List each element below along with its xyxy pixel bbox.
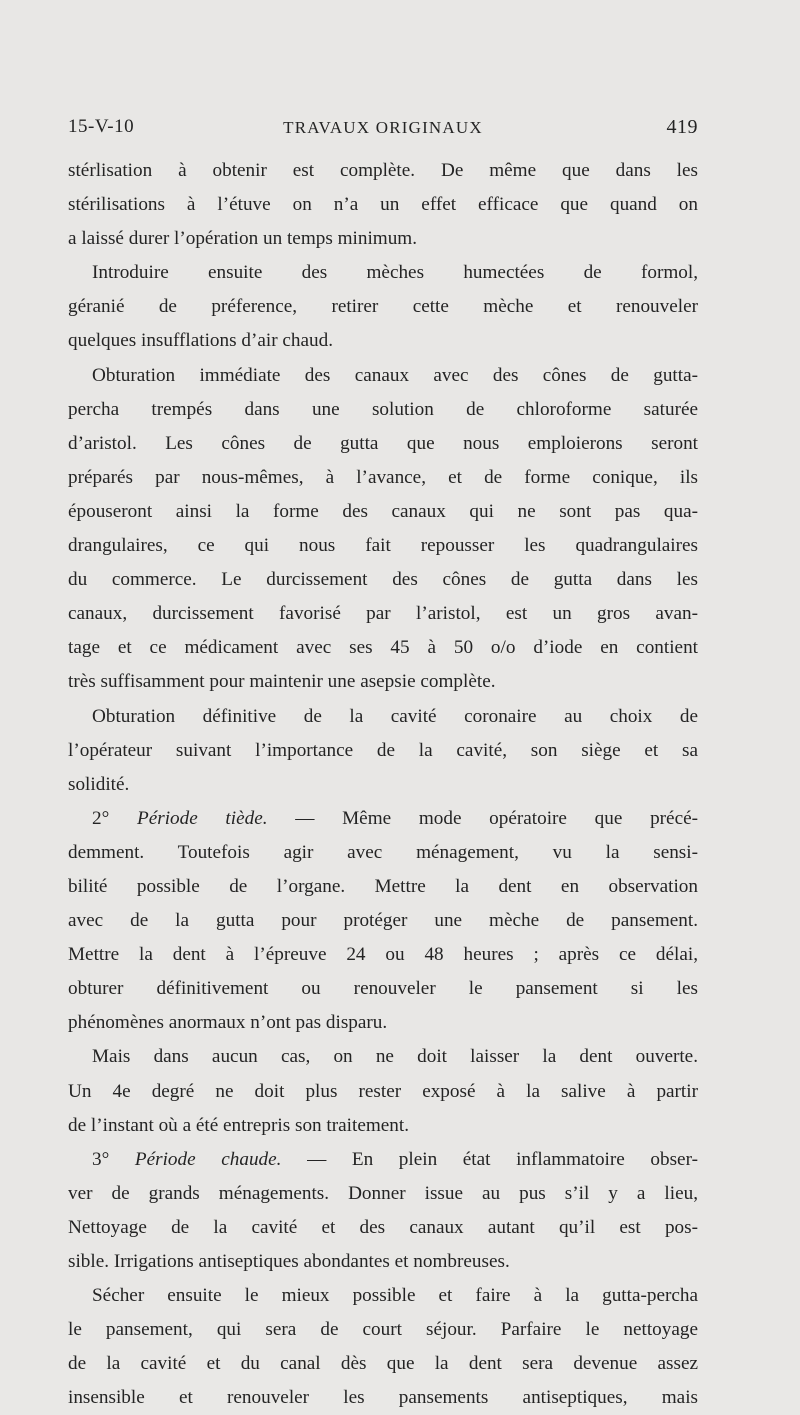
text-line: [68, 1177, 698, 1211]
text-line: [68, 427, 698, 461]
line-text: phénomènes anormaux n’ont pas disparu.: [68, 1012, 388, 1034]
line-text: sible. Irrigations antiseptiques abondantes et nombreuses.: [68, 1251, 510, 1272]
text-line: [68, 768, 698, 802]
text-line: [68, 222, 698, 256]
text-line: [68, 1347, 698, 1381]
text-line: [68, 256, 698, 290]
line-text: préparés par nous-mêmes, à l’avance, et de forme conique, ils: [68, 466, 698, 488]
line-text: Obturation immédiate des canaux avec des cônes de gutta-: [92, 364, 698, 386]
line-text: bilité possible de l’organe. Mettre la dent en observation: [68, 875, 698, 897]
text-line: [68, 665, 698, 699]
text-line: [68, 1006, 698, 1040]
running-title: TRAVAUX ORIGINAUX: [283, 118, 483, 137]
line-text: du commerce. Le durcissement des cônes de gutta dans les: [68, 569, 698, 591]
section-number: 3°: [92, 1148, 135, 1170]
text-line: [68, 529, 698, 563]
line-text: Obturation définitive de la cavité coronaire au choix de: [92, 705, 698, 727]
text-line: [68, 1279, 698, 1313]
text-line: [68, 870, 698, 904]
line-text: épouseront ainsi la forme des canaux qui ne sont pas qua-: [68, 500, 698, 522]
line-text: ver de grands ménagements. Donner issue au pus s’il y a lieu,: [68, 1182, 698, 1204]
line-text: — Même mode opératoire que précé-: [267, 807, 698, 829]
line-text: l’opérateur suivant l’importance de la cavité, son siège et sa: [68, 739, 698, 761]
section-number: 2°: [92, 807, 137, 829]
line-text: Sécher ensuite le mieux possible et faire à la gutta-percha: [92, 1285, 698, 1307]
line-text: Nettoyage de la cavité et des canaux autant qu’il est pos-: [68, 1216, 698, 1238]
text-line: [68, 461, 698, 495]
line-text: drangulaires, ce qui nous fait repousser les quadrangulaires: [68, 535, 698, 557]
text-line: [68, 1040, 698, 1074]
line-text: très suffisamment pour maintenir une asepsie complète.: [68, 671, 496, 693]
page-number: 419: [666, 116, 698, 138]
section-heading: Période tiède.: [136, 807, 268, 829]
text-line: [68, 324, 698, 358]
body-text: [68, 154, 698, 1415]
text-line: [68, 904, 698, 938]
text-line: [68, 597, 698, 631]
section-heading: Période chaude.: [134, 1148, 282, 1170]
line-text: insensible et renouveler les pansements antiseptiques, mais: [68, 1387, 698, 1409]
line-text: géranié de préference, retirer cette mèche et renouveler: [68, 296, 698, 318]
line-text: stérlisation à obtenir est complète. De même que dans les: [68, 160, 698, 181]
line-text: Introduire ensuite des mèches humectées de formol,: [92, 262, 698, 284]
line-text: le pansement, qui sera de court séjour. Parfaire le nettoyage: [68, 1319, 698, 1341]
text-line: [68, 938, 698, 972]
line-text: solidité.: [68, 773, 130, 795]
text-line: [68, 631, 698, 665]
line-text: stérilisations à l’étuve on n’a un effet efficace que quand on: [68, 194, 698, 216]
line-text: canaux, durcissement favorisé par l’aristol, est un gros avan-: [68, 603, 698, 625]
text-line: [68, 836, 698, 870]
line-text: Mais dans aucun cas, on ne doit laisser la dent ouverte.: [92, 1046, 698, 1068]
line-text: de l’instant où a été entrepris son traitement.: [68, 1114, 409, 1136]
line-text: tage et ce médicament avec ses 45 à 50 o/o d’iode en contient: [68, 637, 698, 659]
line-text: percha trempés dans une solution de chloroforme saturée: [68, 398, 698, 420]
text-line: [68, 563, 698, 597]
text-line: [68, 700, 698, 734]
line-text: obturer définitivement ou renouveler le pansement si les: [68, 978, 698, 1000]
text-line: [68, 1211, 698, 1245]
text-line: [68, 1381, 698, 1415]
text-line: [68, 495, 698, 529]
line-text: d’aristol. Les cônes de gutta que nous emploierons seront: [68, 432, 698, 454]
text-line: [68, 154, 698, 188]
line-text: avec de la gutta pour protéger une mèche de pansement.: [68, 910, 698, 932]
line-text: Un 4e degré ne doit plus rester exposé à la salive à partir: [68, 1080, 698, 1102]
text-line: [68, 1143, 698, 1177]
line-text: — En plein état inflammatoire obser-: [281, 1148, 698, 1170]
text-line: [68, 1109, 698, 1143]
line-text: a laissé durer l’opération un temps minimum.: [68, 228, 418, 250]
text-line: [68, 393, 698, 427]
text-line: [68, 290, 698, 324]
issue-date: 15-V-10: [68, 116, 135, 137]
line-text: Mettre la dent à l’épreuve 24 ou 48 heures ; après ce délai,: [68, 944, 698, 966]
text-line: [68, 1245, 698, 1279]
text-line: [68, 802, 698, 836]
text-line: [68, 1313, 698, 1347]
line-text: quelques insufflations d’air chaud.: [68, 330, 334, 352]
running-header: [68, 116, 698, 146]
text-line: [68, 972, 698, 1006]
text-line: [68, 734, 698, 768]
text-line: [68, 188, 698, 222]
text-line: [68, 359, 698, 393]
text-line: [68, 1075, 698, 1109]
line-text: demment. Toutefois agir avec ménagement, vu la sensi-: [68, 841, 698, 863]
line-text: de la cavité et du canal dès que la dent sera devenue assez: [68, 1353, 698, 1375]
